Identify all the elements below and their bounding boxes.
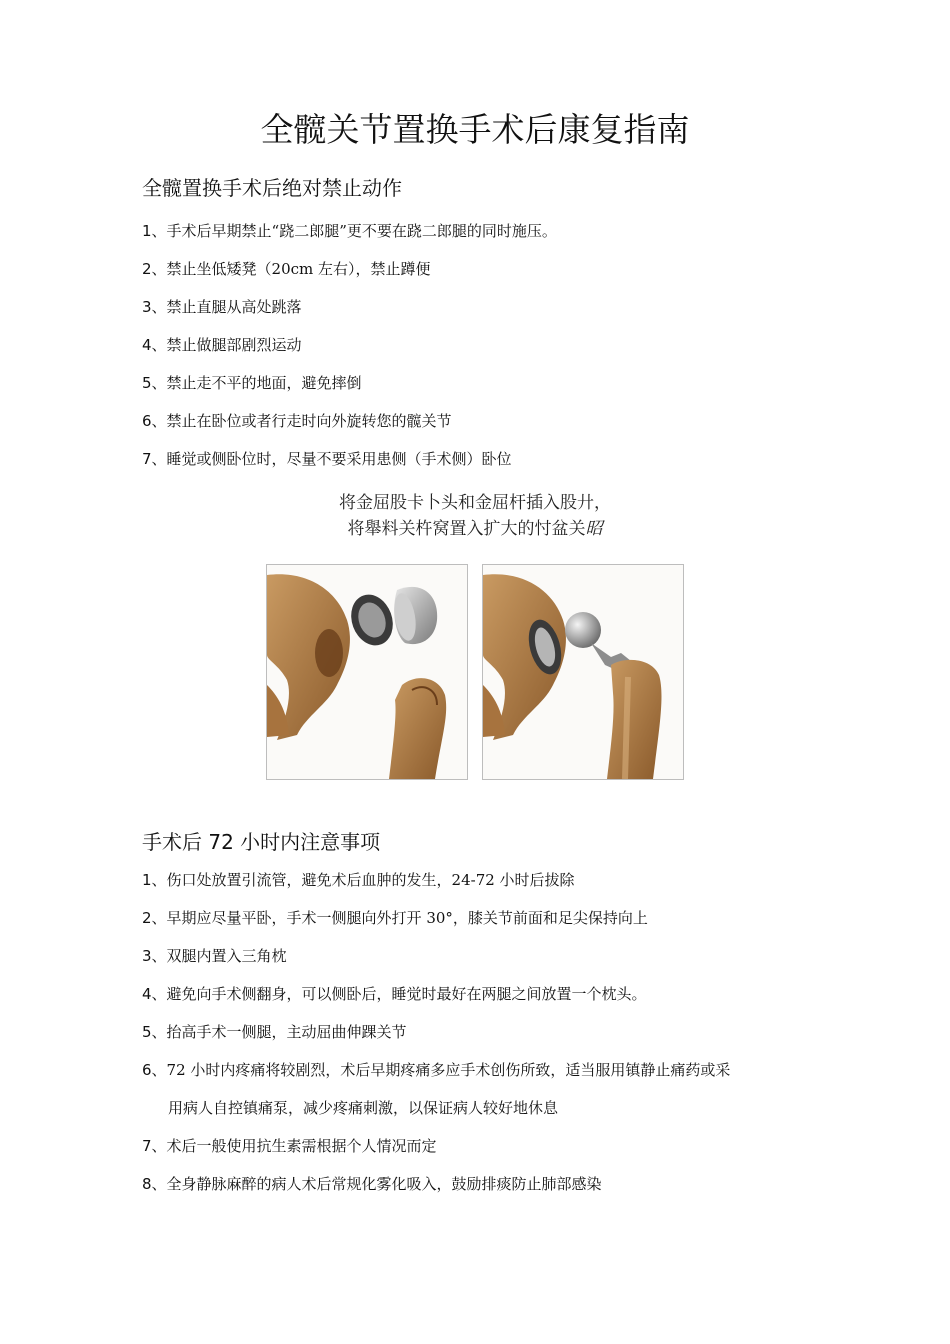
item-text: 、禁止直腿从高处跳落 <box>151 298 302 316</box>
item-text: 、睡觉或侧卧位时，尽量不要采用患侧（手术侧）卧位 <box>151 450 512 468</box>
caption-line-2-text: 将舉料关杵窝置入扩大的忖盆关 <box>347 519 586 539</box>
list-item <box>142 975 730 1013</box>
figure-caption <box>0 490 950 542</box>
list-item <box>142 364 557 402</box>
item-text: 、禁止做腿部剧烈运动 <box>151 336 302 354</box>
section-heading-72-hours: 手术后 72 小时内注意事项 <box>142 830 381 854</box>
item-text: 、禁止走不平的地面，避免摔倒 <box>151 374 362 392</box>
hip-replacement-illustration <box>266 564 686 780</box>
list-item <box>142 1165 730 1203</box>
list-item <box>142 288 557 326</box>
item-text: 、术后一般使用抗生素需根据个人情况而定 <box>151 1137 437 1155</box>
item-number: 3 <box>142 298 152 316</box>
acetabular-cup-panel <box>266 564 468 780</box>
list-item <box>142 440 557 478</box>
item-number: 7 <box>142 450 152 468</box>
caption-line-2 <box>0 516 950 542</box>
item-number: 4 <box>142 336 152 354</box>
list-item <box>142 1127 730 1165</box>
item-number: 1 <box>142 871 152 889</box>
item-text: 、双腿内置入三角枕 <box>151 947 287 965</box>
item-text: 、72 小时内疼痛将较剧烈，术后早期疼痛多应手术创伤所致，适当服用镇静止痛药或采 <box>151 1061 731 1079</box>
list-item <box>142 937 730 975</box>
item-number: 1 <box>142 222 152 240</box>
item-text: 、全身静脉麻醉的病人术后常规化雾化吸入，鼓励排痰防止肺部感染 <box>151 1175 602 1193</box>
item-number: 2 <box>142 909 152 927</box>
item-number: 2 <box>142 260 152 278</box>
item-text: 、早期应尽量平卧，手术一侧腿向外打开 30°，膝关节前面和足尖保持向上 <box>151 909 648 927</box>
item-text: 、禁止在卧位或者行走时向外旋转您的髋关节 <box>151 412 452 430</box>
item-number: 4 <box>142 985 152 1003</box>
item-number: 5 <box>142 1023 152 1041</box>
item-text: 、手术后早期禁止“跷二郎腿”更不要在跷二郎腿的同时施压。 <box>151 222 557 240</box>
list-item <box>142 899 730 937</box>
list-item <box>142 861 730 899</box>
caption-line-1: 将金屈股卡卜头和金屈杆插入股廾， <box>339 493 611 513</box>
item-text: 、避免向手术侧翻身，可以侧卧后，睡觉时最好在两腿之间放置一个枕头。 <box>151 985 647 1003</box>
item-text: 、禁止坐低矮凳（20cm 左右），禁止蹲便 <box>151 260 431 278</box>
list-item <box>142 326 557 364</box>
list-item <box>142 402 557 440</box>
item-text: 、伤口处放置引流管，避免术后血肿的发生，24-72 小时后拔除 <box>151 871 575 889</box>
item-text: 、抬高手术一侧腿，主动屈曲伸踝关节 <box>151 1023 407 1041</box>
document-title: 全髋关节置换手术后康复指南 <box>260 110 690 149</box>
list-item <box>142 1051 730 1089</box>
list-item <box>142 1013 730 1051</box>
list-item-continuation: 用病人自控镇痛泵，减少疼痛刺激，以保证病人较好地休息 <box>168 1099 559 1117</box>
pelvis-with-cup-image <box>267 565 467 779</box>
prohibited-actions-list <box>142 212 557 478</box>
caption-line-2-italic: 昭 <box>585 519 603 539</box>
section-heading-prohibited: 全髋置换手术后绝对禁止动作 <box>142 176 402 200</box>
femur-with-stem-image <box>483 565 683 779</box>
list-item <box>142 212 557 250</box>
list-item <box>142 250 557 288</box>
item-number: 3 <box>142 947 152 965</box>
femoral-stem-panel <box>482 564 684 780</box>
item-number: 6 <box>142 412 152 430</box>
item-number: 7 <box>142 1137 152 1155</box>
item-number: 8 <box>142 1175 152 1193</box>
item-number: 6 <box>142 1061 152 1079</box>
item-number: 5 <box>142 374 152 392</box>
post-op-72h-list <box>142 861 730 1203</box>
